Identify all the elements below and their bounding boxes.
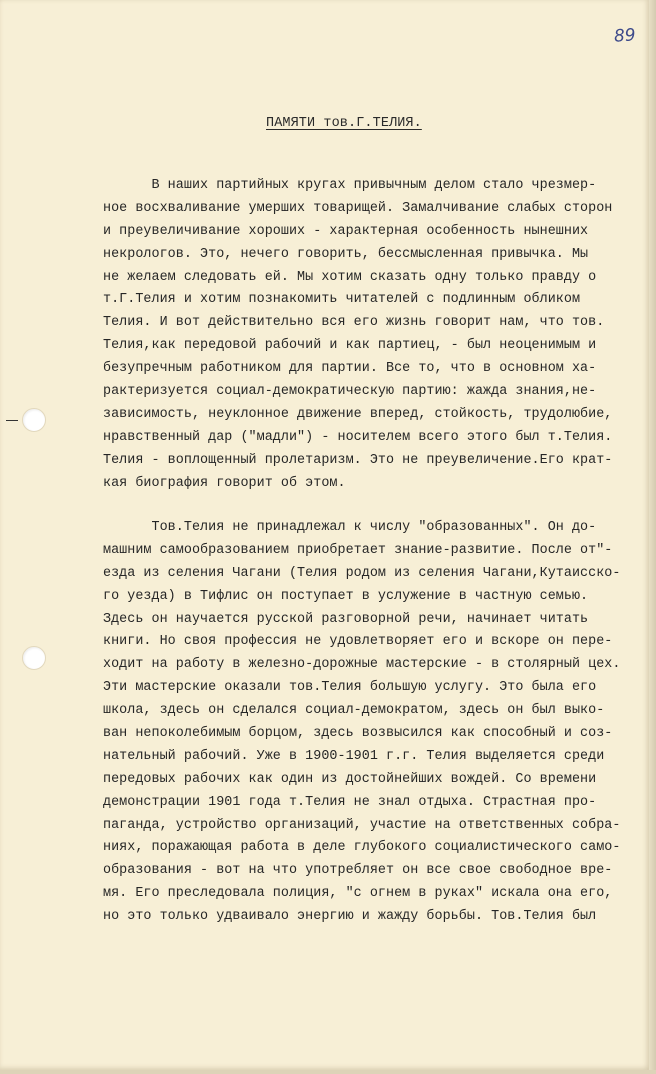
text-line: кая биография говорит об этом. bbox=[103, 475, 346, 491]
text-line: го уезда) в Тифлис он поступает в услужение в частную семью. bbox=[103, 588, 589, 604]
text-line: Телия - воплощенный пролетаризм. Это не преувеличение.Его крат- bbox=[103, 452, 613, 468]
text-line: образования - вот на что употребляет он все свое свободное вре- bbox=[103, 863, 613, 879]
text-line: паганда, устройство организаций, участие на ответственных собра- bbox=[103, 817, 621, 833]
text-line: демонстрации 1901 года т.Телия не знал отдыха. Страстная про- bbox=[103, 794, 597, 810]
text-line: не желаем следовать ей. Мы хотим сказать одну только правду о bbox=[103, 269, 597, 285]
text-line: и преувеличивание хороших - характерная особенность нынешних bbox=[103, 223, 589, 239]
punch-hole bbox=[22, 646, 46, 670]
page-edge bbox=[649, 0, 656, 1074]
paragraph-2 bbox=[103, 517, 633, 929]
text-line: Тов.Телия не принадлежал к числу "образованных". Он до- bbox=[103, 520, 597, 535]
page-number: 89 bbox=[613, 25, 637, 47]
text-line: передовых рабочих как один из достойнейших вождей. Со времени bbox=[103, 771, 597, 787]
text-line: Телия,как передовой рабочий и как партиец, - был неоценимым и bbox=[103, 338, 597, 354]
text-line: нравственный дар ("мадли") - носителем всего этого был т.Телия. bbox=[103, 429, 613, 445]
text-line: нательный рабочий. Уже в 1900-1901 г.г. Телия выделяется среди bbox=[103, 748, 605, 764]
document-title: ПАМЯТИ тов.Г.ТЕЛИЯ. bbox=[266, 116, 422, 131]
text-line: т.Г.Телия и хотим познакомить читателей с подлинным обликом bbox=[103, 292, 581, 308]
text-line: В наших партийных кругах привычным делом стало чрезмер- bbox=[103, 178, 597, 193]
page-bottom-edge bbox=[0, 1070, 656, 1074]
text-line: Здесь он научается русской разговорной речи, начинает читать bbox=[103, 611, 589, 627]
text-line: Телия. И вот действительно вся его жизнь говорит нам, что тов. bbox=[103, 315, 605, 331]
text-line: но это только удваивало энергию и жажду борьбы. Тов.Телия был bbox=[103, 909, 597, 925]
text-line: ное восхваливание умерших товарищей. Замалчивание слабых сторон bbox=[103, 200, 613, 216]
text-line: Эти мастерские оказали тов.Телия большую услугу. Это была его bbox=[103, 680, 597, 696]
text-line: машним самообразованием приобретает знание-развитие. После от"- bbox=[103, 542, 613, 558]
text-line: ходит на работу в железно-дорожные мастерские - в столярный цех. bbox=[103, 657, 621, 673]
text-line: мя. Его преследовала полиция, "с огнем в руках" искала она его, bbox=[103, 886, 613, 902]
paragraph-1 bbox=[103, 175, 633, 495]
text-line: зависимость, неуклонное движение вперед, стойкость, трудолюбие, bbox=[103, 406, 613, 422]
text-line: школа, здесь он сделался социал-демократом, здесь он был выко- bbox=[103, 703, 605, 719]
text-line: книги. Но своя профессия не удовлетворяет его и вскоре он пере- bbox=[103, 634, 613, 650]
text-line: безупречным работником для партии. Все то, что в основном ха- bbox=[103, 361, 597, 377]
text-line: ван непоколебимым борцом, здесь возвысился как способный и соз- bbox=[103, 726, 613, 742]
margin-mark bbox=[6, 420, 18, 421]
text-line: езда из селения Чагани (Телия родом из селения Чагани,Кутаисско- bbox=[103, 565, 621, 581]
text-line: ниях, поражающая работа в деле глубокого социалистического само- bbox=[103, 840, 621, 856]
text-line: некрологов. Это, нечего говорить, бессмысленная привычка. Мы bbox=[103, 246, 589, 262]
text-line: рактеризуется социал-демократическую партию: жажда знания,не- bbox=[103, 384, 597, 400]
punch-hole bbox=[22, 408, 46, 432]
